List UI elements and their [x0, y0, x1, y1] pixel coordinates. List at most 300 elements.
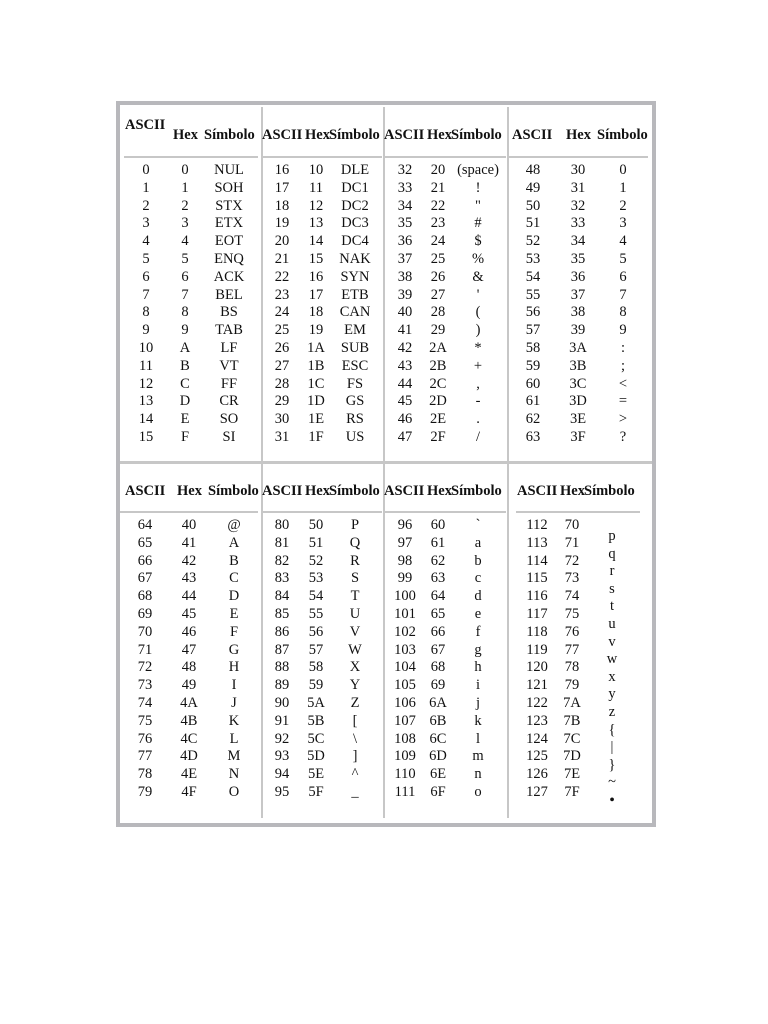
ascii-code-cell: 55 [525, 286, 541, 303]
hex-code-cell: 4 [181, 233, 189, 250]
hex-code-cell: 71 [564, 534, 580, 551]
hex-code-cell: D [179, 393, 191, 410]
ascii-code-cell: 74 [137, 695, 153, 711]
symbol-cell: DLE [340, 162, 370, 178]
ascii-code-cell: 21 [274, 251, 290, 267]
symbol-cell: GS [345, 393, 365, 410]
ascii-code-cell: 76 [137, 730, 153, 747]
symbol-cell: L [229, 730, 239, 747]
ascii-code-cell: 59 [525, 357, 541, 374]
header-rule [509, 156, 648, 158]
hex-code-cell: 61 [430, 534, 446, 551]
hex-code-cell: 7E [563, 766, 581, 783]
hex-code-cell: 5 [181, 251, 189, 267]
hex-code-cell: 56 [308, 623, 324, 640]
hex-code-cell: 2D [429, 393, 447, 410]
ascii-code-cell: 122 [526, 695, 548, 711]
hex-code-cell: 55 [308, 606, 324, 622]
hex-code-cell: 31 [570, 179, 586, 196]
symbol-cell: Z [350, 695, 360, 711]
symbol-cell: DC4 [341, 233, 369, 250]
hex-code-cell: 58 [308, 659, 324, 676]
hex-code-cell: 4B [180, 712, 198, 729]
ascii-code-cell: 46 [397, 411, 413, 428]
ascii-code-cell: 73 [137, 677, 153, 694]
ascii-code-cell: 120 [526, 659, 548, 676]
symbol-cell: US [345, 429, 365, 445]
ascii-code-cell: 37 [397, 251, 413, 267]
symbol-cell: % [471, 251, 485, 267]
ascii-code-cell: 56 [525, 304, 541, 321]
top-header-symbol: Símbolo [597, 127, 648, 143]
symbol-cell: J [231, 695, 237, 711]
symbol-cell: ETX [214, 215, 244, 232]
hex-code-cell: 2C [429, 375, 447, 392]
symbol-cell: BS [220, 304, 238, 321]
symbol-cell: | [610, 739, 614, 756]
top-header-ascii: ASCII [512, 127, 553, 143]
top-header-symbol: Símbolo [204, 127, 255, 143]
ascii-code-cell: 5 [142, 251, 150, 267]
hex-code-cell: 60 [430, 517, 446, 533]
ascii-code-cell: 110 [394, 766, 416, 783]
hex-code-cell: 34 [570, 233, 586, 250]
symbol-cell: ESC [341, 357, 369, 374]
symbol-cell: G [228, 641, 240, 658]
ascii-code-cell: 115 [526, 570, 548, 587]
bottom-header-ascii: ASCII [517, 483, 558, 499]
ascii-code-cell: 82 [274, 552, 290, 569]
hex-code-cell: 4A [180, 695, 198, 711]
symbol-cell: z [608, 703, 616, 720]
ascii-code-cell: 24 [274, 304, 290, 321]
symbol-cell: [ [352, 712, 358, 729]
symbol-cell: K [228, 712, 240, 729]
symbol-cell: k [474, 712, 482, 729]
hex-code-cell: 13 [308, 215, 324, 232]
symbol-cell: SOH [214, 179, 244, 196]
section-divider [120, 461, 652, 464]
ascii-code-cell: 31 [274, 429, 290, 445]
hex-code-cell: 0 [181, 162, 189, 178]
ascii-code-cell: 98 [397, 552, 413, 569]
bottom-header-symbol: Símbolo [584, 483, 635, 499]
ascii-code-cell: 111 [394, 784, 416, 800]
ascii-code-cell: 116 [526, 588, 548, 605]
column-separator [383, 463, 385, 818]
ascii-code-cell: 60 [525, 375, 541, 392]
top-header-hex: Hex [566, 127, 591, 143]
ascii-code-cell: 23 [274, 286, 290, 303]
ascii-code-cell: 114 [526, 552, 548, 569]
hex-code-cell: 7F [564, 784, 580, 800]
bottom-header-hex: Hex [427, 483, 452, 499]
symbol-cell: . [476, 411, 480, 428]
ascii-code-cell: 18 [274, 197, 290, 214]
hex-code-cell: 7A [563, 695, 581, 711]
hex-code-cell: 3E [569, 411, 587, 428]
hex-code-cell: 54 [308, 588, 324, 605]
hex-code-cell: 67 [430, 641, 446, 658]
ascii-code-cell: 125 [526, 748, 548, 765]
hex-code-cell: 69 [430, 677, 446, 694]
ascii-code-cell: 49 [525, 179, 541, 196]
symbol-cell: * [474, 340, 482, 356]
hex-code-cell: 1C [307, 375, 325, 392]
ascii-code-cell: 61 [525, 393, 541, 410]
ascii-code-cell: 26 [274, 340, 290, 356]
symbol-cell: 0 [619, 162, 627, 178]
symbol-cell: E [229, 606, 239, 622]
ascii-code-cell: 78 [137, 766, 153, 783]
symbol-cell: T [350, 588, 360, 605]
hex-code-cell: 65 [430, 606, 446, 622]
ascii-code-cell: 70 [137, 623, 153, 640]
hex-code-cell: 11 [309, 179, 323, 196]
symbol-cell: ACK [213, 268, 245, 285]
symbol-cell: m [472, 748, 484, 765]
symbol-cell: $ [474, 233, 482, 250]
hex-code-cell: 12 [308, 197, 324, 214]
symbol-cell: VT [219, 357, 239, 374]
hex-code-cell: 5F [308, 784, 324, 800]
ascii-code-cell: 34 [397, 197, 413, 214]
ascii-code-cell: 33 [397, 179, 413, 196]
symbol-cell: - [475, 393, 481, 410]
symbol-cell: _ [351, 784, 359, 800]
symbol-cell: c [474, 570, 482, 587]
hex-code-cell: 30 [570, 162, 586, 178]
hex-code-cell: 77 [564, 641, 580, 658]
hex-code-cell: 1D [307, 393, 325, 410]
hex-code-cell: 21 [430, 179, 446, 196]
ascii-code-cell: 124 [526, 730, 548, 747]
header-rule [385, 156, 506, 158]
symbol-cell: DC2 [341, 197, 369, 214]
hex-code-cell: 25 [430, 251, 446, 267]
hex-code-cell: 19 [308, 322, 324, 339]
column-separator [507, 107, 509, 463]
hex-code-cell: 20 [430, 162, 446, 178]
hex-code-cell: 7B [563, 712, 581, 729]
symbol-cell: { [608, 721, 616, 738]
hex-code-cell: 35 [570, 251, 586, 267]
hex-code-cell: 2A [429, 340, 447, 356]
symbol-cell: ~ [608, 774, 616, 791]
symbol-cell: EM [344, 322, 366, 339]
ascii-code-cell: 121 [526, 677, 548, 694]
ascii-code-cell: 32 [397, 162, 413, 178]
ascii-code-cell: 91 [274, 712, 290, 729]
symbol-cell: v [608, 633, 616, 650]
symbol-cell: 2 [619, 197, 627, 214]
hex-code-cell: 79 [564, 677, 580, 694]
symbol-cell: Q [349, 534, 361, 551]
symbol-cell: p [608, 528, 616, 544]
ascii-code-cell: 112 [526, 517, 548, 533]
ascii-code-cell: 68 [137, 588, 153, 605]
symbol-cell: BEL [215, 286, 243, 303]
ascii-code-cell: 109 [394, 748, 416, 765]
hex-code-cell: 1F [308, 429, 324, 445]
ascii-code-cell: 126 [526, 766, 548, 783]
hex-code-cell: 7 [181, 286, 189, 303]
hex-code-cell: 70 [564, 517, 580, 533]
ascii-code-cell: 38 [397, 268, 413, 285]
ascii-code-cell: 80 [274, 517, 290, 533]
symbol-cell: 7 [619, 286, 627, 303]
hex-code-cell: 5E [307, 766, 325, 783]
hex-code-cell: 78 [564, 659, 580, 676]
ascii-code-cell: 12 [138, 375, 154, 392]
symbol-cell: ) [475, 322, 481, 339]
bottom-header-ascii: ASCII [384, 483, 425, 499]
column-separator [383, 107, 385, 463]
hex-code-cell: 6B [429, 712, 447, 729]
symbol-cell: I [231, 677, 237, 694]
ascii-code-cell: 20 [274, 233, 290, 250]
hex-code-cell: 28 [430, 304, 446, 321]
ascii-code-cell: 94 [274, 766, 290, 783]
symbol-cell: o [474, 784, 482, 800]
hex-code-cell: 66 [430, 623, 446, 640]
hex-code-cell: 8 [181, 304, 189, 321]
hex-code-cell: 4D [180, 748, 198, 765]
symbol-cell: RS [346, 411, 364, 428]
hex-code-cell: 41 [181, 534, 197, 551]
hex-code-cell: 68 [430, 659, 446, 676]
ascii-code-cell: 104 [394, 659, 416, 676]
symbol-cell: N [228, 766, 240, 783]
bottom-header-symbol: Símbolo [329, 483, 380, 499]
ascii-code-cell: 13 [138, 393, 154, 410]
ascii-code-cell: 89 [274, 677, 290, 694]
hex-code-cell: 17 [308, 286, 324, 303]
ascii-code-cell: 72 [137, 659, 153, 676]
symbol-cell: g [474, 641, 482, 658]
symbol-cell: ; [620, 357, 626, 374]
symbol-cell: NAK [339, 251, 371, 267]
ascii-code-cell: 11 [139, 357, 153, 374]
symbol-cell: d [474, 588, 482, 605]
symbol-cell: 1 [619, 179, 627, 196]
hex-code-cell: 7D [563, 748, 581, 765]
ascii-code-cell: 92 [274, 730, 290, 747]
column-separator [261, 463, 263, 818]
ascii-code-cell: 87 [274, 641, 290, 658]
ascii-code-cell: 69 [137, 606, 153, 622]
symbol-cell: = [618, 393, 628, 410]
ascii-code-cell: 19 [274, 215, 290, 232]
top-header-symbol: Símbolo [451, 127, 502, 143]
ascii-code-cell: 108 [394, 730, 416, 747]
symbol-cell: t [609, 598, 615, 615]
ascii-code-cell: 77 [137, 748, 153, 765]
symbol-cell: SI [222, 429, 236, 445]
symbol-cell: STX [215, 197, 243, 214]
symbol-cell: V [349, 623, 361, 640]
symbol-cell: l [475, 730, 481, 747]
hex-code-cell: 51 [308, 534, 324, 551]
symbol-cell: s [609, 580, 615, 597]
symbol-cell: 9 [619, 322, 627, 339]
ascii-code-cell: 84 [274, 588, 290, 605]
ascii-code-cell: 75 [137, 712, 153, 729]
symbol-cell: ENQ [214, 251, 244, 267]
symbol-cell: f [475, 623, 481, 640]
ascii-code-cell: 53 [525, 251, 541, 267]
symbol-cell: M [227, 748, 241, 765]
hex-code-cell: 1B [307, 357, 325, 374]
hex-code-cell: 4F [181, 784, 197, 800]
top-header-ascii: ASCII [125, 117, 166, 133]
symbol-cell: ` [475, 517, 481, 533]
ascii-code-cell: 35 [397, 215, 413, 232]
hex-code-cell: 1A [307, 340, 325, 356]
symbol-cell: } [608, 756, 616, 773]
hex-code-cell: 38 [570, 304, 586, 321]
ascii-code-cell: 63 [525, 429, 541, 445]
hex-code-cell: 6C [429, 730, 447, 747]
hex-code-cell: 6 [181, 268, 189, 285]
ascii-table [116, 101, 656, 827]
symbol-cell: + [473, 357, 483, 374]
ascii-code-cell: 29 [274, 393, 290, 410]
ascii-code-cell: 102 [394, 623, 416, 640]
symbol-cell: (space) [457, 162, 499, 178]
symbol-cell: 4 [619, 233, 627, 250]
ascii-code-cell: 62 [525, 411, 541, 428]
hex-code-cell: 50 [308, 517, 324, 533]
ascii-code-cell: 64 [137, 517, 153, 533]
ascii-code-cell: 3 [142, 215, 150, 232]
bottom-header-ascii: ASCII [262, 483, 303, 499]
ascii-code-cell: 97 [397, 534, 413, 551]
ascii-code-cell: 16 [274, 162, 290, 178]
symbol-cell: a [474, 534, 482, 551]
hex-code-cell: 27 [430, 286, 446, 303]
header-rule [263, 156, 382, 158]
symbol-cell: b [474, 552, 482, 569]
ascii-code-cell: 117 [526, 606, 548, 622]
symbol-cell: U [349, 606, 361, 622]
hex-code-cell: 2E [429, 411, 447, 428]
hex-code-cell: 45 [181, 606, 197, 622]
hex-code-cell: C [180, 375, 190, 392]
bullet-icon: • [609, 791, 615, 809]
ascii-code-cell: 47 [397, 429, 413, 445]
hex-code-cell: 32 [570, 197, 586, 214]
symbol-cell: O [228, 784, 240, 800]
hex-code-cell: 4C [180, 730, 198, 747]
hex-code-cell: 2F [430, 429, 446, 445]
symbol-cell: < [618, 375, 628, 392]
symbol-cell: u [608, 615, 616, 632]
symbol-cell: : [620, 340, 626, 356]
symbol-cell: W [348, 641, 362, 658]
ascii-code-cell: 6 [142, 268, 150, 285]
ascii-code-cell: 17 [274, 179, 290, 196]
hex-code-cell: 47 [181, 641, 197, 658]
ascii-code-cell: 42 [397, 340, 413, 356]
hex-code-cell: 74 [564, 588, 580, 605]
ascii-code-cell: 123 [526, 712, 548, 729]
symbol-cell: S [350, 570, 360, 587]
hex-code-cell: 10 [308, 162, 324, 178]
ascii-code-cell: 2 [142, 197, 150, 214]
hex-code-cell: 6A [429, 695, 447, 711]
ascii-code-cell: 44 [397, 375, 413, 392]
ascii-code-cell: 103 [394, 641, 416, 658]
hex-code-cell: A [179, 340, 191, 356]
symbol-cell: SYN [340, 268, 370, 285]
ascii-code-cell: 113 [526, 534, 548, 551]
hex-code-cell: 14 [308, 233, 324, 250]
symbol-cell: ^ [351, 766, 359, 783]
hex-code-cell: 5D [307, 748, 325, 765]
ascii-code-cell: 27 [274, 357, 290, 374]
symbol-cell: 6 [619, 268, 627, 285]
ascii-code-cell: 65 [137, 534, 153, 551]
symbol-cell: D [228, 588, 240, 605]
symbol-cell: i [475, 677, 481, 694]
symbol-cell: A [228, 534, 240, 551]
hex-code-cell: 5B [307, 712, 325, 729]
symbol-cell: EOT [214, 233, 244, 250]
hex-code-cell: 9 [181, 322, 189, 339]
hex-code-cell: 2B [429, 357, 447, 374]
hex-code-cell: 2 [181, 197, 189, 214]
symbol-cell: y [608, 686, 616, 703]
ascii-code-cell: 54 [525, 268, 541, 285]
hex-code-cell: 42 [181, 552, 197, 569]
hex-code-cell: 46 [181, 623, 197, 640]
symbol-cell: F [229, 623, 239, 640]
ascii-code-cell: 45 [397, 393, 413, 410]
symbol-cell: q [608, 545, 616, 562]
symbol-cell: H [228, 659, 240, 676]
ascii-code-cell: 7 [142, 286, 150, 303]
symbol-cell: ? [619, 429, 627, 445]
hex-code-cell: 33 [570, 215, 586, 232]
ascii-code-cell: 8 [142, 304, 150, 321]
symbol-cell: NUL [214, 162, 244, 178]
hex-code-cell: 3A [569, 340, 587, 356]
hex-code-cell: 62 [430, 552, 446, 569]
symbol-cell: ETB [341, 286, 369, 303]
symbol-cell: ! [475, 179, 481, 196]
ascii-code-cell: 50 [525, 197, 541, 214]
hex-code-cell: 23 [430, 215, 446, 232]
ascii-code-cell: 96 [397, 517, 413, 533]
header-rule [124, 156, 258, 158]
hex-code-cell: 5C [307, 730, 325, 747]
symbol-cell: Y [349, 677, 361, 694]
symbol-cell: 5 [619, 251, 627, 267]
hex-code-cell: 75 [564, 606, 580, 622]
symbol-cell: > [618, 411, 628, 428]
hex-code-cell: 63 [430, 570, 446, 587]
hex-code-cell: E [180, 411, 190, 428]
hex-code-cell: 39 [570, 322, 586, 339]
hex-code-cell: 3D [569, 393, 587, 410]
ascii-code-cell: 57 [525, 322, 541, 339]
ascii-code-cell: 39 [397, 286, 413, 303]
symbol-cell: DC1 [341, 179, 369, 196]
top-header-ascii: ASCII [384, 127, 425, 143]
symbol-cell: ' [476, 286, 480, 303]
symbol-cell: x [608, 668, 616, 685]
